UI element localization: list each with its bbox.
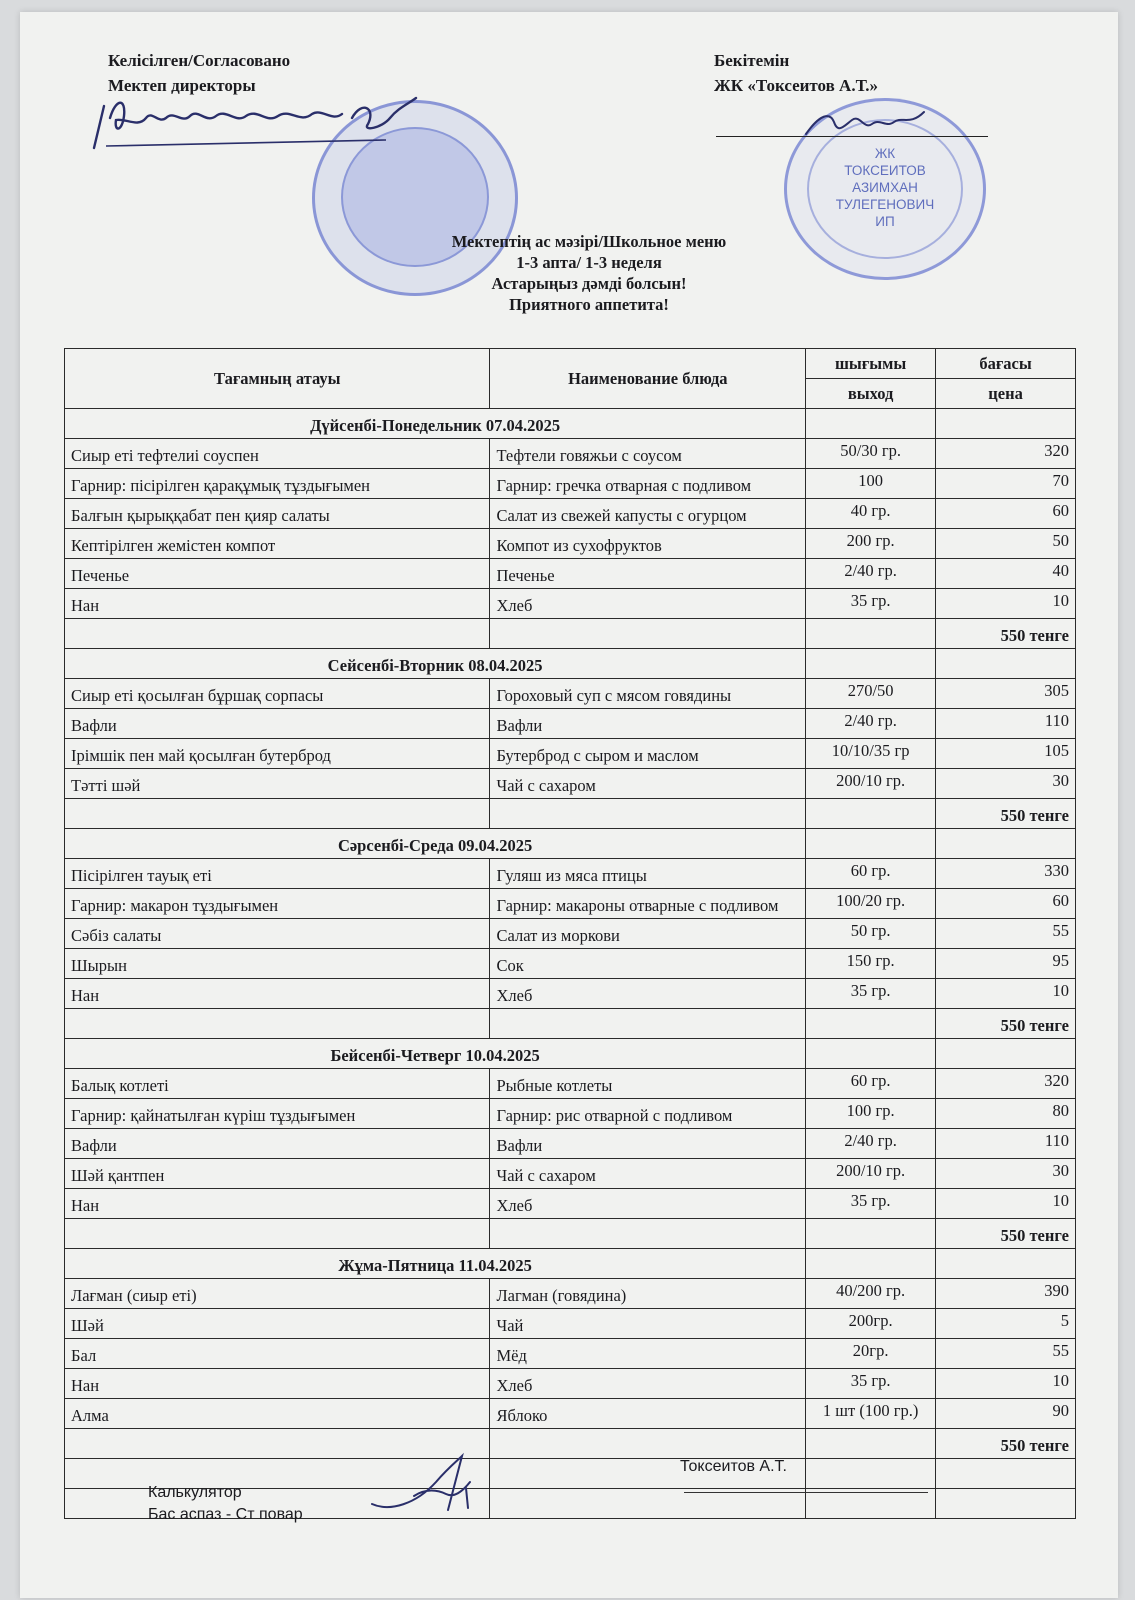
col-header-name-kz: Тағамның атауы xyxy=(65,349,490,409)
dish-price: 320 xyxy=(936,1069,1076,1099)
dish-price: 320 xyxy=(936,439,1076,469)
menu-title xyxy=(20,231,1118,315)
dish-row xyxy=(65,469,1076,499)
footer-signer: Токсеитов А.Т. xyxy=(680,1458,787,1475)
dish-price: 10 xyxy=(936,979,1076,1009)
dish-row xyxy=(65,499,1076,529)
day-total-row xyxy=(65,1009,1076,1039)
dish-row xyxy=(65,979,1076,1009)
dish-row xyxy=(65,1129,1076,1159)
dish-name-kz: Нан xyxy=(65,1369,490,1399)
dish-name-ru: Чай xyxy=(490,1309,806,1339)
dish-row xyxy=(65,439,1076,469)
dish-name-kz: Алма xyxy=(65,1399,490,1429)
chef-label: Бас аспаз - Ст повар xyxy=(148,1506,303,1523)
empty-cell xyxy=(490,1219,806,1249)
dish-output: 2/40 гр. xyxy=(806,559,936,589)
dish-price: 10 xyxy=(936,1369,1076,1399)
dish-name-ru: Бутерброд с сыром и маслом xyxy=(490,739,806,769)
empty-cell xyxy=(806,1429,936,1459)
dish-name-kz: Нан xyxy=(65,589,490,619)
empty-cell xyxy=(936,649,1076,679)
dish-row xyxy=(65,1309,1076,1339)
company-label: ЖК «Токсеитов А.Т.» xyxy=(714,76,878,95)
dish-name-ru: Рыбные котлеты xyxy=(490,1069,806,1099)
dish-name-kz: Шәй xyxy=(65,1309,490,1339)
dish-row xyxy=(65,739,1076,769)
dish-row xyxy=(65,1279,1076,1309)
approval-signature-line xyxy=(716,136,988,137)
dish-name-ru: Гороховый суп с мясом говядины xyxy=(490,679,806,709)
dish-row xyxy=(65,1099,1076,1129)
dish-row xyxy=(65,1189,1076,1219)
col-header-out-kz: шығымы xyxy=(806,349,936,379)
dish-name-kz: Вафли xyxy=(65,709,490,739)
day-total: 550 тенге xyxy=(936,1009,1076,1039)
dish-price: 80 xyxy=(936,1099,1076,1129)
menu-document xyxy=(20,12,1118,1598)
dish-price: 30 xyxy=(936,769,1076,799)
empty-cell xyxy=(490,619,806,649)
dish-name-ru: Мёд xyxy=(490,1339,806,1369)
dish-output: 10/10/35 гр xyxy=(806,739,936,769)
dish-price: 60 xyxy=(936,889,1076,919)
dish-row xyxy=(65,859,1076,889)
day-header-row xyxy=(65,1039,1076,1069)
day-title: Сәрсенбі-Среда 09.04.2025 xyxy=(65,829,806,859)
dish-name-kz: Пісірілген тауық еті xyxy=(65,859,490,889)
empty-cell xyxy=(806,1219,936,1249)
empty-cell xyxy=(806,649,936,679)
dish-name-kz: Балғын қырыққабат пен қияр салаты xyxy=(65,499,490,529)
empty-cell xyxy=(806,1039,936,1069)
dish-name-kz: Сәбіз салаты xyxy=(65,919,490,949)
dish-output: 35 гр. xyxy=(806,1189,936,1219)
empty-cell xyxy=(806,619,936,649)
dish-name-kz: Сиыр еті тефтелиі соуспен xyxy=(65,439,490,469)
dish-row xyxy=(65,949,1076,979)
dish-price: 110 xyxy=(936,709,1076,739)
day-title: Сейсенбі-Вторник 08.04.2025 xyxy=(65,649,806,679)
dish-output: 100 xyxy=(806,469,936,499)
dish-price: 55 xyxy=(936,919,1076,949)
day-total: 550 тенге xyxy=(936,1219,1076,1249)
dish-row xyxy=(65,679,1076,709)
dish-name-kz: Ірімшік пен май қосылған бутерброд xyxy=(65,739,490,769)
empty-cell xyxy=(936,1459,1076,1489)
dish-price: 40 xyxy=(936,559,1076,589)
dish-name-kz: Кептірілген жемістен компот xyxy=(65,529,490,559)
day-title: Бейсенбі-Четверг 10.04.2025 xyxy=(65,1039,806,1069)
empty-cell xyxy=(65,799,490,829)
dish-output: 200 гр. xyxy=(806,529,936,559)
day-total: 550 тенге xyxy=(936,1429,1076,1459)
dish-price: 330 xyxy=(936,859,1076,889)
agreed-label: Келісілген/Согласовано xyxy=(108,51,291,70)
dish-price: 60 xyxy=(936,499,1076,529)
col-header-price-kz: бағасы xyxy=(936,349,1076,379)
day-total-row xyxy=(65,1429,1076,1459)
empty-cell xyxy=(936,829,1076,859)
dish-name-kz: Нан xyxy=(65,1189,490,1219)
dish-output: 2/40 гр. xyxy=(806,1129,936,1159)
dish-output: 50/30 гр. xyxy=(806,439,936,469)
dish-name-kz: Печенье xyxy=(65,559,490,589)
day-header-row xyxy=(65,409,1076,439)
dish-row xyxy=(65,709,1076,739)
empty-cell xyxy=(490,1429,806,1459)
header-row xyxy=(65,349,1076,379)
col-header-price-ru: цена xyxy=(936,379,1076,409)
dish-name-ru: Гарнир: рис отварной с подливом xyxy=(490,1099,806,1129)
dish-name-kz: Лағман (сиыр еті) xyxy=(65,1279,490,1309)
day-header-row xyxy=(65,829,1076,859)
dish-row xyxy=(65,769,1076,799)
dish-name-kz: Тәтті шәй xyxy=(65,769,490,799)
company-signature xyxy=(800,104,930,144)
dish-output: 200/10 гр. xyxy=(806,769,936,799)
dish-row xyxy=(65,529,1076,559)
empty-cell xyxy=(936,1489,1076,1519)
dish-name-ru: Хлеб xyxy=(490,589,806,619)
dish-output: 35 гр. xyxy=(806,589,936,619)
dish-output: 100 гр. xyxy=(806,1099,936,1129)
empty-cell xyxy=(806,1009,936,1039)
empty-cell xyxy=(806,1249,936,1279)
dish-name-ru: Хлеб xyxy=(490,1189,806,1219)
dish-output: 35 гр. xyxy=(806,979,936,1009)
dish-row xyxy=(65,919,1076,949)
footer-signature-line xyxy=(684,1492,928,1493)
dish-row xyxy=(65,1369,1076,1399)
empty-cell xyxy=(936,1039,1076,1069)
dish-output: 60 гр. xyxy=(806,859,936,889)
dish-price: 95 xyxy=(936,949,1076,979)
menu-table xyxy=(64,348,1076,1519)
dish-output: 200гр. xyxy=(806,1309,936,1339)
dish-price: 10 xyxy=(936,589,1076,619)
title-line-4: Приятного аппетита! xyxy=(509,295,669,314)
day-title: Жұма-Пятница 11.04.2025 xyxy=(65,1249,806,1279)
dish-output: 1 шт (100 гр.) xyxy=(806,1399,936,1429)
dish-name-ru: Печенье xyxy=(490,559,806,589)
dish-name-ru: Хлеб xyxy=(490,1369,806,1399)
calculator-label: Калькулятор xyxy=(148,1484,242,1501)
dish-output: 35 гр. xyxy=(806,1369,936,1399)
empty-cell xyxy=(936,1249,1076,1279)
dish-output: 270/50 xyxy=(806,679,936,709)
dish-name-kz: Гарнир: макарон тұздығымен xyxy=(65,889,490,919)
day-total-row xyxy=(65,1219,1076,1249)
empty-cell xyxy=(65,619,490,649)
title-line-2: 1-3 апта/ 1-3 неделя xyxy=(516,253,662,272)
dish-output: 100/20 гр. xyxy=(806,889,936,919)
chef-signature xyxy=(366,1452,486,1522)
empty-cell xyxy=(65,1219,490,1249)
dish-name-ru: Вафли xyxy=(490,1129,806,1159)
dish-price: 105 xyxy=(936,739,1076,769)
empty-cell xyxy=(806,829,936,859)
dish-price: 110 xyxy=(936,1129,1076,1159)
dish-price: 90 xyxy=(936,1399,1076,1429)
dish-name-kz: Вафли xyxy=(65,1129,490,1159)
dish-row xyxy=(65,889,1076,919)
day-total: 550 тенге xyxy=(936,619,1076,649)
dish-name-kz: Гарнир: қайнатылған күріш тұздығымен xyxy=(65,1099,490,1129)
dish-name-kz: Сиыр еті қосылған бұршақ сорпасы xyxy=(65,679,490,709)
empty-cell xyxy=(806,1489,936,1519)
day-total-row xyxy=(65,619,1076,649)
dish-price: 390 xyxy=(936,1279,1076,1309)
dish-name-ru: Салат из свежей капусты с огурцом xyxy=(490,499,806,529)
dish-name-kz: Нан xyxy=(65,979,490,1009)
company-stamp-text: ЖК ТОКСЕИТОВ АЗИМХАН ТУЛЕГЕНОВИЧ ИП xyxy=(835,146,935,229)
dish-row xyxy=(65,559,1076,589)
dish-name-ru: Вафли xyxy=(490,709,806,739)
dish-name-ru: Тефтели говяжьи с соусом xyxy=(490,439,806,469)
col-header-out-ru: выход xyxy=(806,379,936,409)
dish-name-ru: Чай с сахаром xyxy=(490,769,806,799)
dish-name-ru: Хлеб xyxy=(490,979,806,1009)
footer-left xyxy=(148,1482,303,1526)
dish-row xyxy=(65,589,1076,619)
dish-price: 5 xyxy=(936,1309,1076,1339)
dish-row xyxy=(65,1159,1076,1189)
director-label: Мектеп директоры xyxy=(108,76,256,95)
empty-cell xyxy=(936,409,1076,439)
dish-name-kz: Шәй қантпен xyxy=(65,1159,490,1189)
approve-label: Бекітемін xyxy=(714,51,790,70)
dish-output: 40 гр. xyxy=(806,499,936,529)
dish-price: 70 xyxy=(936,469,1076,499)
col-header-name-ru: Наименование блюда xyxy=(490,349,806,409)
dish-output: 50 гр. xyxy=(806,919,936,949)
dish-output: 200/10 гр. xyxy=(806,1159,936,1189)
dish-name-ru: Яблоко xyxy=(490,1399,806,1429)
dish-name-ru: Гарнир: макароны отварные с подливом xyxy=(490,889,806,919)
day-title: Дүйсенбі-Понедельник 07.04.2025 xyxy=(65,409,806,439)
empty-cell xyxy=(806,409,936,439)
empty-cell xyxy=(490,1489,806,1519)
empty-cell xyxy=(806,799,936,829)
day-header-row xyxy=(65,649,1076,679)
dish-row xyxy=(65,1069,1076,1099)
menu-table-body xyxy=(65,409,1076,1519)
dish-price: 50 xyxy=(936,529,1076,559)
day-total-row xyxy=(65,799,1076,829)
dish-name-ru: Компот из сухофруктов xyxy=(490,529,806,559)
dish-name-kz: Балық котлеті xyxy=(65,1069,490,1099)
dish-price: 10 xyxy=(936,1189,1076,1219)
approval-right-block xyxy=(714,48,878,98)
empty-cell xyxy=(806,1459,936,1489)
dish-price: 55 xyxy=(936,1339,1076,1369)
empty-cell xyxy=(490,1009,806,1039)
dish-name-ru: Чай с сахаром xyxy=(490,1159,806,1189)
dish-output: 150 гр. xyxy=(806,949,936,979)
dish-name-ru: Салат из моркови xyxy=(490,919,806,949)
dish-row xyxy=(65,1339,1076,1369)
dish-output: 2/40 гр. xyxy=(806,709,936,739)
day-header-row xyxy=(65,1249,1076,1279)
day-total: 550 тенге xyxy=(936,799,1076,829)
dish-output: 60 гр. xyxy=(806,1069,936,1099)
dish-price: 30 xyxy=(936,1159,1076,1189)
dish-name-ru: Лагман (говядина) xyxy=(490,1279,806,1309)
dish-name-ru: Гуляш из мяса птицы xyxy=(490,859,806,889)
dish-output: 20гр. xyxy=(806,1339,936,1369)
dish-name-kz: Бал xyxy=(65,1339,490,1369)
title-line-1: Мектептің ас мәзірі/Школьное меню xyxy=(451,232,727,251)
empty-cell xyxy=(65,1009,490,1039)
dish-name-ru: Сок xyxy=(490,949,806,979)
dish-name-kz: Гарнир: пісірілген қарақұмық тұздығымен xyxy=(65,469,490,499)
dish-row xyxy=(65,1399,1076,1429)
dish-name-ru: Гарнир: гречка отварная с подливом xyxy=(490,469,806,499)
dish-output: 40/200 гр. xyxy=(806,1279,936,1309)
title-line-3: Астарыңыз дәмді болсын! xyxy=(491,274,687,293)
director-signature xyxy=(86,88,446,158)
dish-name-kz: Шырын xyxy=(65,949,490,979)
dish-price: 305 xyxy=(936,679,1076,709)
empty-cell xyxy=(490,799,806,829)
